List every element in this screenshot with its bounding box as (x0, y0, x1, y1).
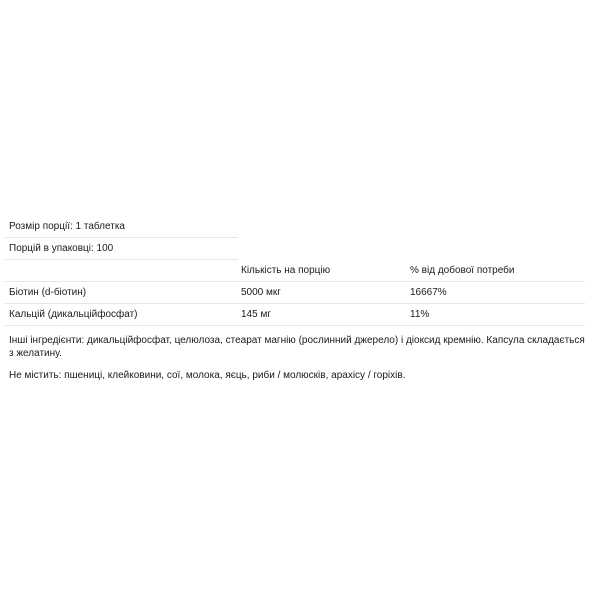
nutrient-daily-value: 11% (410, 309, 430, 320)
supplement-facts-panel (5, 216, 595, 326)
nutrient-amount: 5000 мкг (241, 287, 281, 298)
table-row (5, 282, 585, 304)
nutrient-name: Кальцій (дикальційфосфат) (9, 309, 138, 320)
nutrient-amount: 145 мг (241, 309, 271, 320)
serving-size-text: Розмір порції: 1 таблетка (9, 221, 125, 232)
table-header-row (5, 260, 585, 282)
ingredient-notes (9, 334, 589, 391)
other-ingredients-text: Інші інгредієнти: дикальційфосфат, целюлоза, стеарат магнію (рослинний джерело) і діоксид кремнію. Капсула складається з желатину. (9, 335, 585, 359)
allergen-statement-text: Не містить: пшениці, клейковини, сої, молока, яєць, риби / молюсків, арахісу / горіхів. (9, 370, 406, 381)
header-daily-value: % від добової потреби (410, 265, 515, 276)
header-amount: Кількість на порцію (241, 265, 331, 276)
nutrient-daily-value: 16667% (410, 287, 447, 298)
servings-per-package-row (5, 238, 238, 260)
nutrient-name: Біотин (d-біотин) (9, 287, 87, 298)
servings-per-package-text: Порцій в упаковці: 100 (9, 243, 114, 254)
serving-size-row (5, 216, 238, 238)
table-row (5, 304, 585, 326)
